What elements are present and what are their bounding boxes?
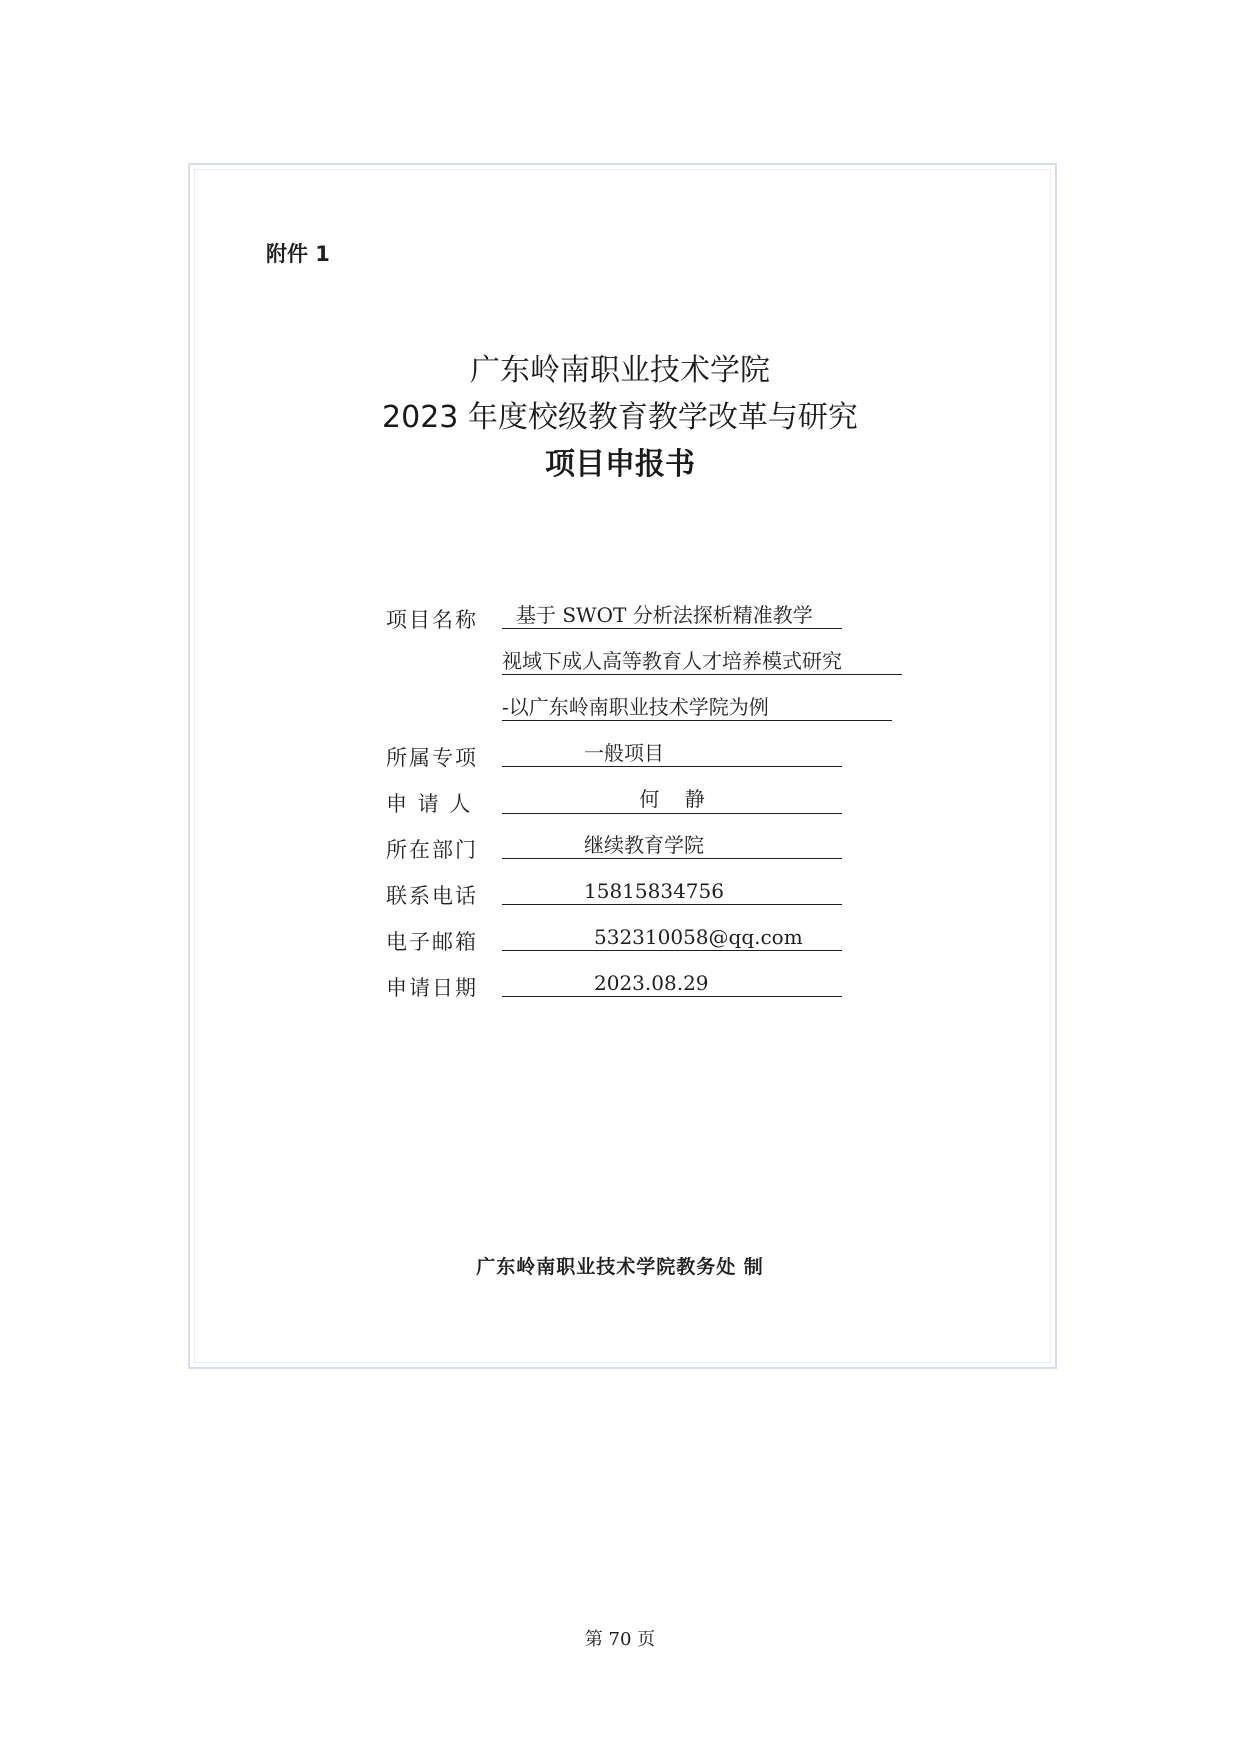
applicant-label: 申 请 人 bbox=[386, 792, 473, 816]
issuer-footer: 广东岭南职业技术学院教务处 制 bbox=[476, 1256, 764, 1278]
phone-label: 联系电话 bbox=[386, 884, 478, 908]
project-name-line2: 视域下成人高等教育人才培养模式研究 bbox=[502, 647, 902, 675]
applicant-value: 何 静 bbox=[502, 785, 842, 814]
department-label: 所在部门 bbox=[386, 838, 478, 862]
attachment-label: 附件 1 bbox=[266, 242, 330, 266]
email-value: 532310058@qq.com bbox=[502, 923, 842, 951]
category-label: 所属专项 bbox=[386, 746, 478, 770]
title-project-year: 2023 年度校级教育教学改革与研究 bbox=[382, 400, 858, 435]
project-name-line1: 基于 SWOT 分析法探析精准教学 bbox=[502, 601, 842, 629]
department-value: 继续教育学院 bbox=[502, 831, 842, 859]
project-name-line3: -以广东岭南职业技术学院为例 bbox=[502, 693, 892, 721]
date-label: 申请日期 bbox=[386, 976, 478, 1000]
page-number: 第 70 页 bbox=[584, 1629, 656, 1650]
title-institution: 广东岭南职业技术学院 bbox=[470, 353, 770, 388]
date-value: 2023.08.29 bbox=[502, 969, 842, 997]
email-label: 电子邮箱 bbox=[386, 930, 478, 954]
phone-value: 15815834756 bbox=[502, 877, 842, 905]
project-name-label: 项目名称 bbox=[386, 608, 478, 632]
title-document-type: 项目申报书 bbox=[545, 447, 695, 482]
category-value: 一般项目 bbox=[502, 739, 842, 767]
